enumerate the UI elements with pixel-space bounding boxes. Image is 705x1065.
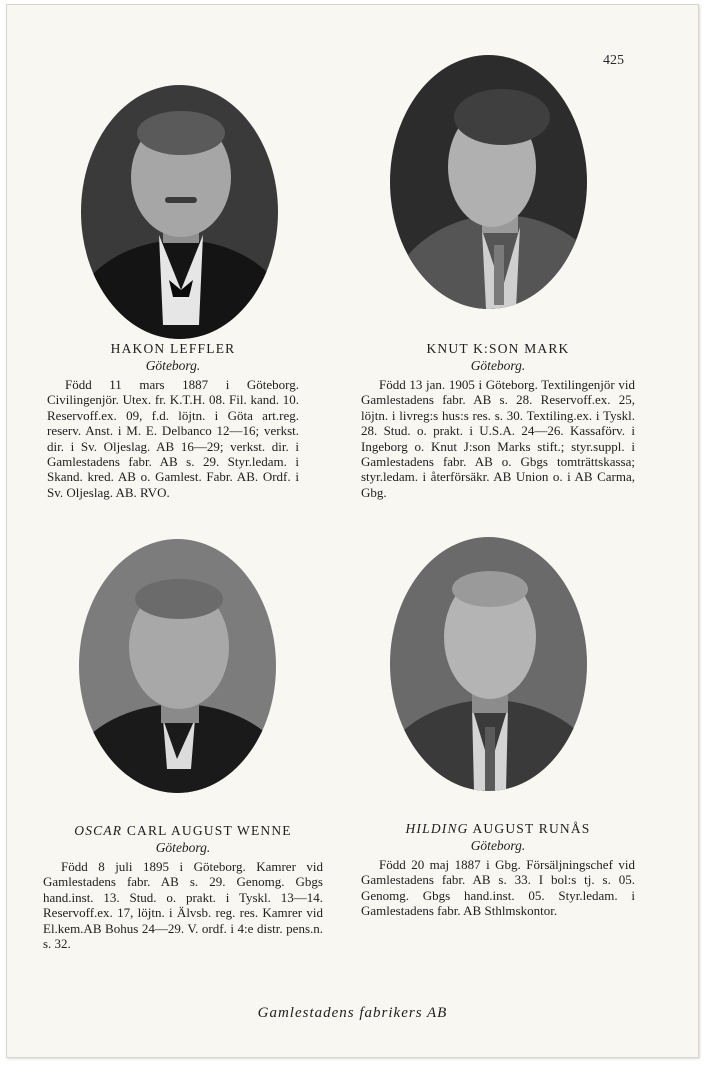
- person-first-name: HILDING: [405, 821, 469, 836]
- book-page: [6, 4, 699, 1058]
- person-city: Göteborg.: [155, 840, 211, 855]
- portrait-photo: [81, 85, 278, 339]
- person-city: Göteborg.: [470, 358, 526, 373]
- portrait-photo: [390, 55, 587, 309]
- person-name-rest: HAKON LEFFLER: [110, 341, 236, 356]
- person-name-rest: AUGUST RUNÅS: [472, 821, 591, 836]
- biography-entry: [361, 341, 635, 500]
- person-city: Göteborg.: [145, 358, 201, 373]
- biography-entry: [47, 341, 299, 500]
- portrait-photo: [79, 539, 276, 793]
- person-biography: Född 8 juli 1895 i Göteborg. Kamrer vid Gamlestadens fabr. AB s. 29. Genomg. Gbgs hand.inst. 13. Stud. o. prakt. i Tyskl. 13—14. Reservoff.ex. 17, löjtn. i Älvsb. reg. res. Kamrer vid El.kem.AB Bohus 24—29. V. ordf. i 4:e distr. pens.n. s. 32.: [43, 859, 323, 952]
- person-first-name: OSCAR: [74, 823, 123, 838]
- portrait-photo: [390, 537, 587, 791]
- biography-entry: [43, 823, 323, 951]
- person-name: [47, 341, 299, 357]
- person-biography: Född 20 maj 1887 i Gbg. Försäljningschef vid Gamlestadens fabr. AB s. 33. I bol:s tj. s. 05. Genomg. Gbgs hand.inst. 05. Styr.ledam. i Gamlestadens fabr. AB Sthlmskontor.: [361, 857, 635, 919]
- person-name: [43, 823, 323, 839]
- page-number: 425: [603, 53, 624, 68]
- person-city: Göteborg.: [470, 838, 526, 853]
- person-biography: Född 11 mars 1887 i Göteborg. Civilingenjör. Utex. fr. K.T.H. 08. Fil. kand. 10. Reservoff.ex. 09, f.d. löjtn. i Göta art.reg. reserv. Anst. i M. E. Delbanco 12—16; verkst. dir. i Sv. Oljeslag. AB 16—29; verkst. dir. i Gamlestadens fabr. AB s. 29. Styr.ledam. i Skand. kred. AB o. Gamlest. Fabr. AB. Ordf. i Sv. Oljeslag. AB. RVO.: [47, 377, 299, 500]
- person-name: [361, 821, 635, 837]
- person-name-rest: CARL AUGUST WENNE: [126, 823, 292, 838]
- biography-entry: [361, 821, 635, 919]
- page-footer: Gamlestadens fabrikers AB: [257, 1005, 448, 1021]
- person-name-rest: KNUT K:SON MARK: [426, 341, 570, 356]
- person-biography: Född 13 jan. 1905 i Göteborg. Textilingenjör vid Gamlestadens fabr. AB s. 28. Reservoff.ex. 25, löjtn. i livreg:s hus:s res. s. 30. Textiling.ex. i Tyskl. 28. Stud. o. prakt. i U.S.A. 24—26. Kassaförv. i Ingeborg o. Knut J:son Marks stift.; styr.suppl. i Gamlestadens fabr. AB o. Gbgs tomträttskassa; styr.ledam. i återförsäkr. AB Union o. i AB Carma, Gbg.: [361, 377, 635, 500]
- person-name: [361, 341, 635, 357]
